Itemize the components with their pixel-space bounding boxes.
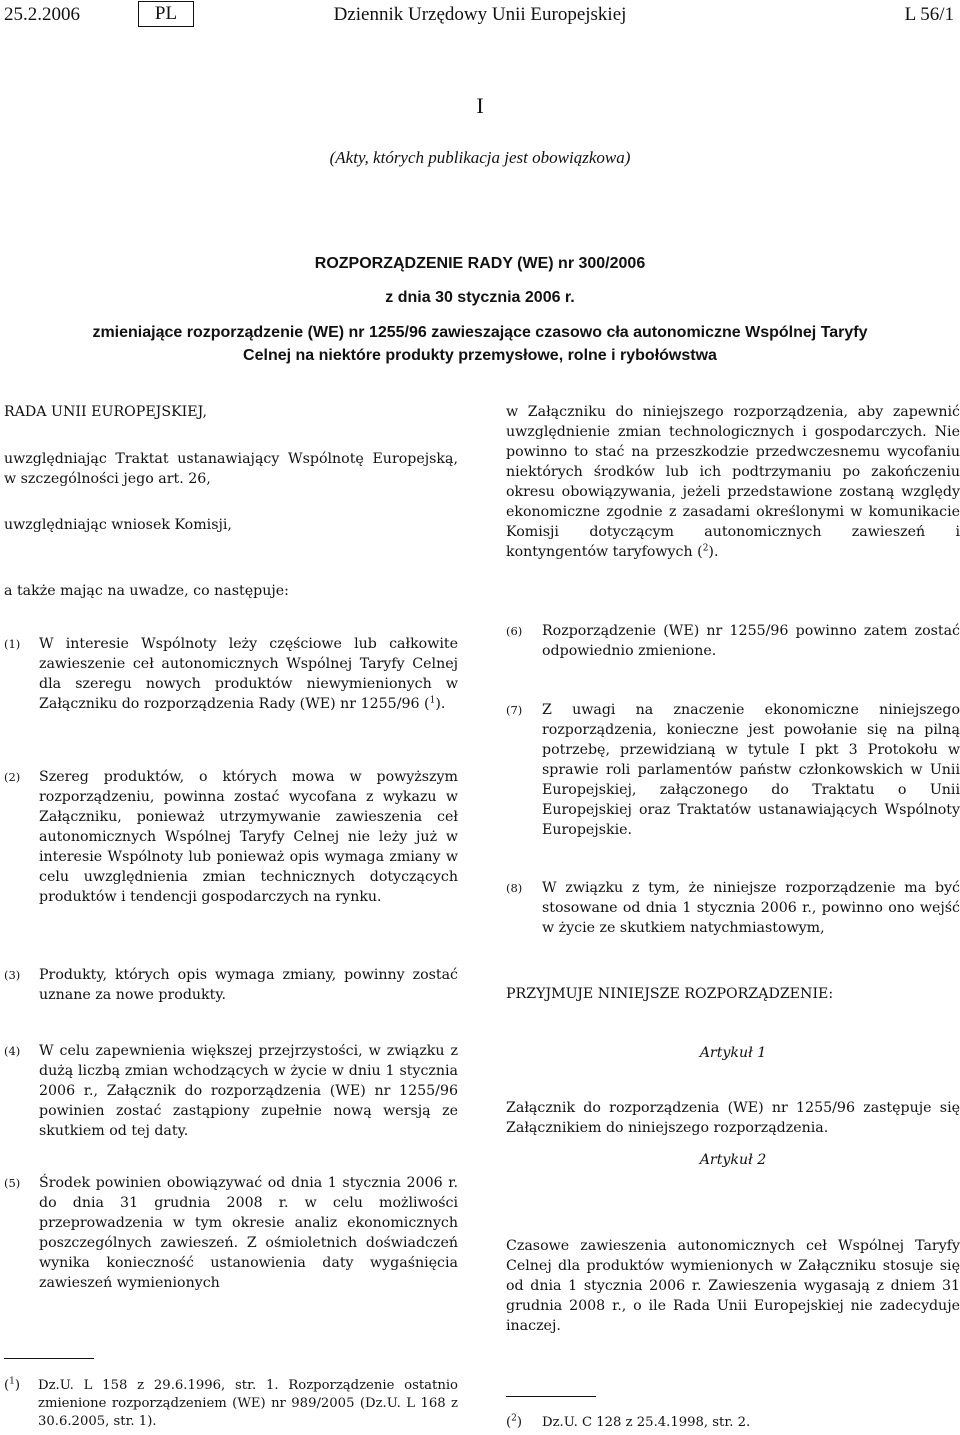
page-number: L 56/1 <box>904 4 954 25</box>
enacting-formula: PRZYJMUJE NINIEJSZE ROZPORZĄDZENIE: <box>506 986 834 1002</box>
part-numeral: I <box>476 93 484 118</box>
recital-text: Rozporządzenie (WE) nr 1255/96 powinno zatem zostać odpowiednio zmienione. <box>542 623 960 659</box>
recital-5-continued: w Załączniku do niniejszego rozporządzenia, aby zapewnić uwzględnienie zmian technologicznych i gospodarczych. Nie powinno to stać na przeszkodzie przedwczesnemu wycofaniu niektórych środków lub ich podtrzymaniu po zakończeniu okresu obowiązywania, jeżeli przedstawione zostaną względy ekonomiczne zgodnie z zasadami określonymi w komunikacie Komisji dotyczącym autonomicznych zawieszeń i kontyngentów taryfowych ($^2$). <box>506 404 960 560</box>
footnote-ref-1[interactable]: 1 <box>429 695 436 706</box>
recital-number: (7) <box>506 703 523 717</box>
recital-number: (4) <box>4 1044 21 1058</box>
article-1-title: Artykuł 1 <box>699 1045 767 1061</box>
footnote-divider-right <box>506 1396 596 1397</box>
recital-number: (6) <box>506 624 523 638</box>
regulation-date: z dnia 30 stycznia 2006 r. <box>385 289 575 306</box>
journal-title: Dziennik Urzędowy Unii Europejskiej <box>333 4 627 25</box>
recital-number: (2) <box>4 770 21 784</box>
footnote-text: Dz.U. C 128 z 25.4.1998, str. 2. <box>542 1415 751 1430</box>
footnote-mark: ($^1$) <box>4 1376 21 1393</box>
recital-number: (1) <box>4 637 21 651</box>
article-2-title: Artykuł 2 <box>699 1152 767 1168</box>
recital-text: W interesie Wspólnoty leży częściowe lub całkowite zawieszenie ceł autonomicznych Wspólnej Taryfy Celnej dla szeregu nowych produktów niewymienionych w Załączniku do rozporządzenia Rady (WE) nr 1255/96 ($^1$). <box>39 636 458 712</box>
regulation-subject: zmieniające rozporządzenie (WE) nr 1255/96 zawieszające czasowo cła autonomiczne Wspólnej Taryfy Celnej na niektóre produkty przemysłowe, rolne i rybołówstwa <box>92 324 868 364</box>
recital-number: (5) <box>4 1176 21 1190</box>
recital-text: W związku z tym, że niniejsze rozporządzenie ma być stosowane od dnia 1 stycznia 2006 r., powinno ono wejść w życie ze skutkiem natychmiastowym, <box>542 880 960 936</box>
part-subtitle: (Akty, których publikacja jest obowiązkowa) <box>329 148 631 167</box>
article-1-text: Załącznik do rozporządzenia (WE) nr 1255/96 zastępuje się Załącznikiem do niniejszego rozporządzenia. <box>506 1100 960 1136</box>
footnote-ref-2[interactable]: 2 <box>702 543 709 554</box>
language-badge: PL <box>138 1 194 27</box>
footnote-text: Dz.U. L 158 z 29.6.1996, str. 1. Rozporządzenie ostatnio zmienione rozporządzeniem (WE) nr 989/2005 (Dz.U. L 168 z 30.6.2005, str. 1). <box>38 1378 458 1429</box>
footnote-mark: ($^2$) <box>506 1413 523 1430</box>
recital-text: Środek powinien obowiązywać od dnia 1 stycznia 2006 r. do dnia 31 grudnia 2008 r. w celu możliwości przeprowadzenia w tym okresie analiz ekonomicznych poszczególnych zawieszeń. Z ośmioletnich doświadczeń wynika konieczność ustanowienia daty wygaśnięcia zawieszeń wymienionych <box>39 1175 458 1291</box>
recital-text: W celu zapewnienia większej przejrzystości, w związku z dużą liczbą zmian wchodzących w życie w dniu 1 stycznia 2006 r., Załącznik do rozporządzenia (WE) nr 1255/96 powinien zostać zastąpiony zupełnie nową wersją ze skutkiem od tej daty. <box>39 1043 458 1139</box>
recital-text: Szereg produktów, o których mowa w powyższym rozporządzeniu, powinna zostać wycofana z wykazu w Załączniku, ponieważ utrzymywanie zawieszenia ceł autonomicznych Wspólnej Taryfy Celnej nie leży już w interesie Wspólnoty lub ponieważ opis wymaga zmiany w celu uwzględnienia zmian technicznych dotyczących produktów i tendencji gospodarczych na rynku. <box>39 769 458 905</box>
proposal-citation: uwzględniając wniosek Komisji, <box>4 517 232 533</box>
treaty-citation: uwzględniając Traktat ustanawiający Wspólnotę Europejską, w szczególności jego art. 26, <box>4 451 458 487</box>
footnote-divider-left <box>4 1358 94 1359</box>
recital-number: (8) <box>506 881 523 895</box>
recital-number: (3) <box>4 968 21 982</box>
regulation-title: ROZPORZĄDZENIE RADY (WE) nr 300/2006 <box>314 255 646 272</box>
recital-text: Produkty, których opis wymaga zmiany, powinny zostać uznane za nowe produkty. <box>39 967 458 1003</box>
article-2-text: Czasowe zawieszenia autonomicznych ceł Wspólnej Taryfy Celnej dla produktów wymienionych w Załączniku stosuje się od dnia 1 stycznia 2006 r. Zawieszenia wygasają z dniem 31 grudnia 2008 r., o ile Rada Unii Europejskiej nie zadecyduje inaczej. <box>506 1238 960 1334</box>
publication-date: 25.2.2006 <box>4 4 80 25</box>
council-heading: RADA UNII EUROPEJSKIEJ, <box>4 404 208 420</box>
recital-text: Z uwagi na znaczenie ekonomiczne niniejszego rozporządzenia, konieczne jest powołanie się na pilną potrzebę, przewidzianą w tytule I pkt 3 Protokołu w sprawie roli parlamentów państw członkowskich w Unii Europejskiej, załączonego do Traktatu o Unii Europejskiej oraz Traktatów ustanawiających Wspólnoty Europejskie. <box>542 702 960 838</box>
whereas-intro: a także mając na uwadze, co następuje: <box>4 583 289 599</box>
